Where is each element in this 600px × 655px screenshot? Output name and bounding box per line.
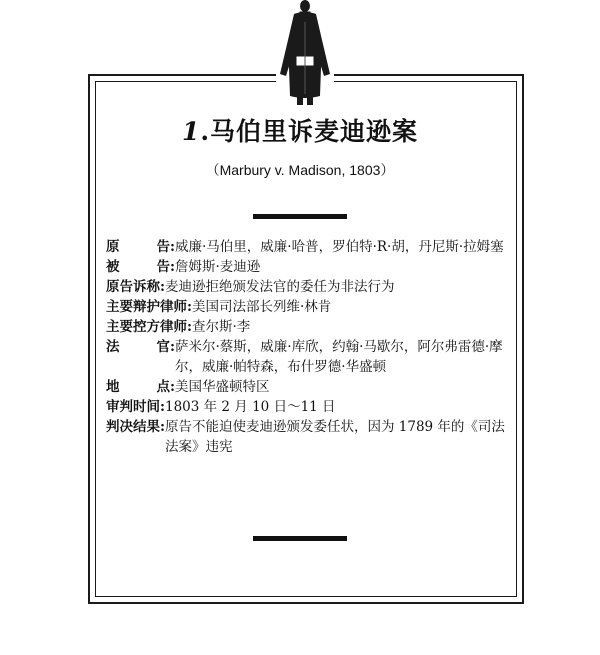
- info-label-char: 地: [106, 379, 120, 395]
- case-number: 1: [181, 117, 201, 146]
- info-colon: :: [187, 319, 192, 335]
- info-value-claim: 麦迪逊拒绝颁发法官的委任为非法行为: [164, 279, 395, 295]
- info-value-justices: 萨米尔·蔡斯，威廉·库欣，约翰·马歇尔，阿尔弗雷德·摩尔，威廉·帕特森，布什罗德·华盛顿: [174, 339, 503, 375]
- info-row-plaintiff: [106, 237, 506, 257]
- info-label-char: 被: [106, 259, 120, 275]
- info-label-verdict: 判决结果: [106, 419, 160, 435]
- info-value-defense-counsel: 美国司法部长列维·林肯: [191, 299, 332, 315]
- info-row-justices: [106, 337, 506, 377]
- info-row-claim: [106, 277, 506, 297]
- info-value-prosecution-counsel: 查尔斯·李: [191, 319, 251, 335]
- info-row-verdict: [106, 417, 506, 457]
- info-value-location: 美国华盛顿特区: [174, 379, 270, 395]
- info-colon: :: [160, 279, 165, 295]
- info-row-trial-date: [106, 397, 506, 417]
- info-value-defendant: 詹姆斯·麦迪逊: [174, 259, 261, 275]
- info-label-char: 法: [106, 339, 120, 355]
- info-colon: :: [160, 419, 165, 435]
- divider-bottom: [253, 536, 347, 541]
- case-subtitle: （Marbury v. Madison, 1803）: [205, 162, 395, 178]
- info-label-char: 告: [156, 239, 170, 255]
- case-title: [0, 112, 600, 148]
- info-label-trial-date: 审判时间: [106, 399, 160, 415]
- case-title-text: .马伯里诉麦迪逊案: [200, 117, 419, 146]
- info-label-char: 点: [156, 379, 170, 395]
- info-label-location: [106, 377, 170, 397]
- judge-in-robe-icon: [276, 0, 334, 108]
- info-label-char: 原: [106, 239, 120, 255]
- info-colon: :: [170, 339, 175, 355]
- info-label-char: 告: [156, 259, 170, 275]
- divider-top: [253, 214, 347, 219]
- info-colon: :: [187, 299, 192, 315]
- info-colon: :: [170, 259, 175, 275]
- info-value-verdict: 原告不能迫使麦迪逊颁发委任状，因为 1789 年的《司法法案》违宪: [164, 419, 505, 455]
- info-label-plaintiff: [106, 237, 170, 257]
- info-label-defense-counsel: 主要辩护律师: [106, 299, 187, 315]
- info-label-char: 官: [156, 339, 170, 355]
- info-row-defense-counsel: [106, 297, 506, 317]
- info-label-prosecution-counsel: 主要控方律师: [106, 319, 187, 335]
- info-label-claim: 原告诉称: [106, 279, 160, 295]
- info-colon: :: [170, 379, 175, 395]
- info-row-location: [106, 377, 506, 397]
- info-label-justices: [106, 337, 170, 357]
- info-colon: :: [170, 239, 175, 255]
- info-label-defendant: [106, 257, 170, 277]
- info-value-plaintiff: 威廉·马伯里，威廉·哈普，罗伯特·R·胡，丹尼斯·拉姆塞: [174, 239, 504, 255]
- info-row-defendant: [106, 257, 506, 277]
- info-colon: :: [160, 399, 165, 415]
- case-info: [106, 237, 506, 457]
- info-row-prosecution-counsel: [106, 317, 506, 337]
- info-value-trial-date: 1803 年 2 月 10 日～11 日: [164, 399, 336, 415]
